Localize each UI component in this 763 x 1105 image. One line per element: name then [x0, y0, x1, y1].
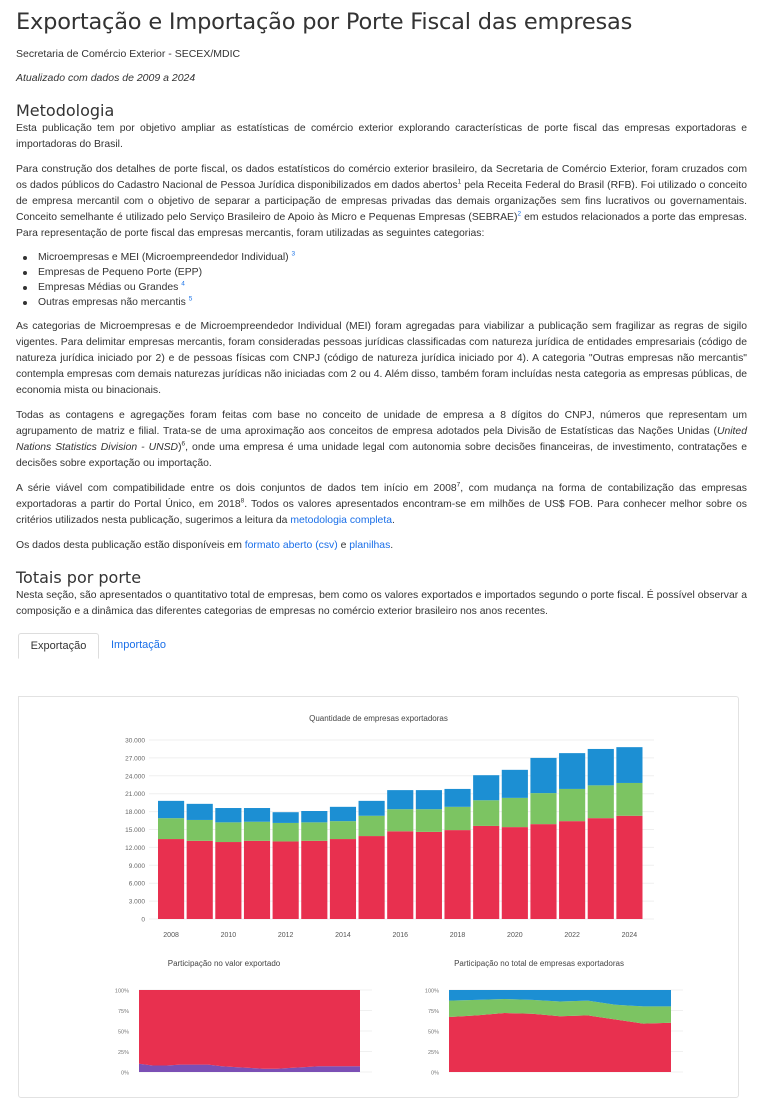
- x-tick-label: 2016: [392, 932, 409, 939]
- footnote-2[interactable]: 2: [517, 210, 522, 218]
- bar-segment: [559, 821, 585, 919]
- bar-segment: [588, 785, 614, 818]
- area-chart-total-empresas: [381, 975, 711, 1105]
- y-tick-label: 50%: [117, 1029, 129, 1036]
- y-tick-label: 0: [141, 916, 145, 924]
- publisher: Secretaria de Comércio Exterior - SECEX/MDIC: [16, 48, 241, 60]
- y-tick-label: 24.000: [125, 773, 145, 781]
- bar-segment: [359, 816, 385, 836]
- text: Todas as contagens e agregações foram feitas com base no conceito de unidade de empresa a 8 dígitos do CNPJ, números que representam um agrupamento de matriz e filial. Trata-se de uma aproximação aos conceitos de empresa adotados pela Divisão de Estatísticas das Nações Unidas (: [16, 410, 747, 437]
- bar-segment: [215, 808, 241, 822]
- bar-segment: [273, 812, 299, 823]
- tab-bar: [16, 633, 747, 658]
- bar-segment: [215, 842, 241, 919]
- y-tick-label: 25%: [427, 1050, 439, 1056]
- y-tick-label: 18.000: [125, 809, 145, 817]
- category-label: Empresas Médias ou Grandes: [38, 282, 182, 293]
- bar-segment: [416, 790, 442, 809]
- y-tick-label: 6.000: [128, 880, 145, 888]
- bar-segment: [502, 770, 528, 798]
- tab-exportacao[interactable]: Exportação: [18, 633, 99, 659]
- bar-segment: [273, 841, 299, 919]
- metodologia-paragraph-6: [16, 538, 747, 554]
- chart-title-quantidade: Quantidade de empresas exportadoras: [309, 714, 448, 723]
- bar-segment: [301, 811, 327, 822]
- bar-segment: [530, 758, 556, 793]
- y-tick-label: 25%: [117, 1050, 129, 1056]
- y-tick-label: 15.000: [125, 827, 145, 834]
- y-tick-label: 21.000: [125, 791, 145, 799]
- bar-segment: [273, 823, 299, 841]
- bar-segment: [215, 822, 241, 842]
- section-heading-metodologia: Metodologia: [16, 101, 115, 120]
- bar-segment: [387, 809, 413, 831]
- text: ): [178, 442, 182, 453]
- y-tick-label: 100%: [114, 988, 129, 995]
- tab-panel-exportacao: [18, 696, 739, 1098]
- footnote-5[interactable]: 5: [188, 295, 193, 303]
- bar-segment: [244, 822, 270, 841]
- bar-segment: [187, 820, 213, 841]
- y-tick-label: 75%: [117, 1009, 129, 1015]
- bar-segment: [359, 801, 385, 816]
- metodologia-completa-link[interactable]: metodologia completa: [290, 515, 393, 526]
- bar-segment: [301, 841, 327, 919]
- x-tick-label: 2008: [163, 932, 179, 939]
- text: , onde uma empresa é uma unidade legal com autonomia sobre decisões financeiras, de investimento, contratações e decisões sobre exportação ou importação.: [16, 442, 748, 469]
- x-tick-label: 2012: [277, 932, 294, 939]
- bar-segment: [244, 841, 270, 919]
- footnote-4[interactable]: 4: [181, 280, 185, 288]
- tab-importacao[interactable]: Importação: [111, 639, 167, 651]
- bar-segment: [588, 818, 614, 919]
- category-label: Microempresas e MEI (Microempreendedor Individual): [38, 252, 292, 263]
- bar-segment: [359, 836, 385, 919]
- bar-segment: [416, 832, 442, 919]
- y-tick-label: 3.000: [128, 898, 145, 906]
- text: Os dados desta publicação estão disponíveis em: [16, 540, 245, 551]
- category-item: [38, 250, 747, 265]
- bar-segment: [473, 775, 499, 800]
- y-tick-label: 0%: [121, 1070, 129, 1077]
- totais-intro: Nesta seção, são apresentados o quantitativo total de empresas, bem como os valores exportados e importados segundo o porte fiscal. É possível observar a composição e a dinâmica das diferentes categorias de empresas no comércio exterior brasileiro nos anos recentes.: [16, 590, 747, 617]
- bar-segment: [187, 804, 213, 820]
- bar-segment: [616, 783, 642, 816]
- metodologia-paragraph-4: [16, 408, 747, 472]
- bar-segment: [187, 841, 213, 919]
- bar-segment: [559, 789, 585, 821]
- x-tick-label: 2010: [220, 932, 237, 939]
- bar-segment: [473, 800, 499, 826]
- footnote-6[interactable]: 6: [181, 440, 186, 448]
- bar-chart-quantidade: [19, 697, 738, 957]
- y-tick-label: 75%: [427, 1009, 439, 1015]
- bar-segment: [616, 747, 642, 783]
- bar-segment: [444, 830, 470, 919]
- section-heading-totais: Totais por porte: [16, 568, 142, 587]
- bar-segment: [158, 801, 184, 818]
- text: .: [390, 540, 394, 551]
- bar-segment: [530, 824, 556, 919]
- y-tick-label: 12.000: [125, 844, 145, 852]
- bar-segment: [387, 790, 413, 809]
- text: em estudos relacionados a porte das empresas. Para representação de porte fiscal das empresas mercantis, foram utilizadas as seguintes categorias:: [16, 212, 747, 239]
- bar-segment: [301, 822, 327, 840]
- bar-segment: [416, 809, 442, 832]
- category-list: [16, 250, 747, 310]
- bar-segment: [158, 839, 184, 919]
- bar-segment: [588, 749, 614, 785]
- metodologia-paragraph-1: Esta publicação tem por objetivo ampliar as estatísticas de comércio exterior explorando características de porte fiscal das empresas exportadoras e importadoras do Brasil.: [16, 123, 747, 150]
- bar-segment: [616, 816, 642, 919]
- category-label: Empresas de Pequeno Porte (EPP): [38, 267, 203, 278]
- x-tick-label: 2022: [564, 932, 580, 939]
- text: .: [392, 515, 395, 526]
- bar-segment: [330, 807, 356, 821]
- text: Para construção dos detalhes de porte fiscal, os dados estatísticos do comércio exterior brasileiro, da Secretaria de Comércio Exterior, foram cruzados com os dados públicos do Cadastro Nacional de Pessoa Jurídica disponibilizados em dados abertos: [16, 164, 747, 191]
- y-tick-label: 9.000: [128, 862, 145, 870]
- text: e: [337, 540, 350, 551]
- metodologia-paragraph-3: As categorias de Microempresas e de Microempreendedor Individual (MEI) foram agregadas para viabilizar a publicação sem fragilizar as regras de sigilo vigentes. Para delimitar empresas mercantis, foram consideradas pessoas jurídicas classificadas com natureza jurídica de entidades empresariais (código de natureza jurídica iniciado por 2) e de pessoas físicas com CNPJ (código de natureza jurídica iniciado por 4). A categoria "Outras empresas não mercantis" contempla empresas com demais naturezas jurídicas não iniciadas com 2 ou 4. Além disso, também foram incluídas nesta categoria as empresas públicas, de economia mista ou binacionais.: [16, 321, 747, 396]
- metodologia-paragraph-5: [16, 481, 747, 529]
- x-tick-label: 2020: [507, 932, 523, 939]
- bar-segment: [444, 807, 470, 830]
- category-label: Outras empresas não mercantis: [38, 297, 189, 308]
- area-series: [139, 990, 360, 1069]
- y-tick-label: 27.000: [125, 755, 145, 763]
- y-tick-label: 50%: [427, 1029, 439, 1036]
- chart-title-valor: Participação no valor exportado: [167, 959, 281, 968]
- x-tick-label: 2024: [621, 932, 638, 939]
- text: A série viável com compatibilidade entre os dois conjuntos de dados tem início em 2008: [16, 483, 457, 494]
- bar-segment: [330, 821, 356, 839]
- page-title: Exportação e Importação por Porte Fiscal das empresas: [16, 9, 633, 35]
- unsd-name: United Nations Statistics Division - UNSD: [16, 426, 747, 453]
- bar-segment: [330, 839, 356, 919]
- bar-segment: [530, 793, 556, 824]
- area-chart-valor-exportado: [89, 975, 409, 1105]
- footnote-1[interactable]: 1: [457, 178, 462, 186]
- footnote-8[interactable]: 8: [240, 497, 245, 505]
- footnote-3[interactable]: 3: [291, 250, 296, 258]
- bar-segment: [502, 827, 528, 919]
- metodologia-paragraph-2: [16, 162, 747, 242]
- text: pela Receita Federal do Brasil (RFB). Foi utilizado o conceito de empresa mercantil com o objetivo de separar a participação de empresas privadas das demais organizações sem fins lucrativos ou governamentais. Conceito semelhante é utilizado pelo Serviço Brasileiro de Apoio às Micro e Pequenas Empresas (SEBRAE): [16, 180, 747, 223]
- y-tick-label: 30.000: [125, 737, 145, 745]
- bar-segment: [559, 753, 585, 789]
- bar-segment: [473, 826, 499, 919]
- footnote-7[interactable]: 7: [456, 481, 461, 489]
- y-tick-label: 0%: [431, 1070, 439, 1077]
- text: . Todos os valores apresentados encontram-se em milhões de US$ FOB. Para conhecer melhor sobre os critérios utilizados nesta publicação, sugerimos a leitura da: [16, 499, 747, 526]
- update-note: Atualizado com dados de 2009 a 2024: [16, 72, 196, 84]
- bar-segment: [387, 831, 413, 919]
- bar-segment: [444, 789, 470, 807]
- y-tick-label: 100%: [424, 988, 439, 995]
- bar-segment: [502, 798, 528, 827]
- bar-segment: [244, 808, 270, 822]
- x-tick-label: 2018: [449, 932, 466, 939]
- chart-title-total-empresas: Participação no total de empresas exportadoras: [454, 959, 624, 968]
- planilhas-link[interactable]: planilhas: [349, 540, 391, 551]
- category-item: [38, 265, 747, 280]
- text: , com mudança na forma de contabilização das empresas exportadoras a partir do Portal Único, em 2018: [16, 483, 747, 510]
- bar-segment: [158, 818, 184, 839]
- csv-link[interactable]: formato aberto (csv): [244, 540, 338, 551]
- category-item: [38, 295, 747, 310]
- category-item: [38, 280, 747, 295]
- x-tick-label: 2014: [335, 932, 351, 939]
